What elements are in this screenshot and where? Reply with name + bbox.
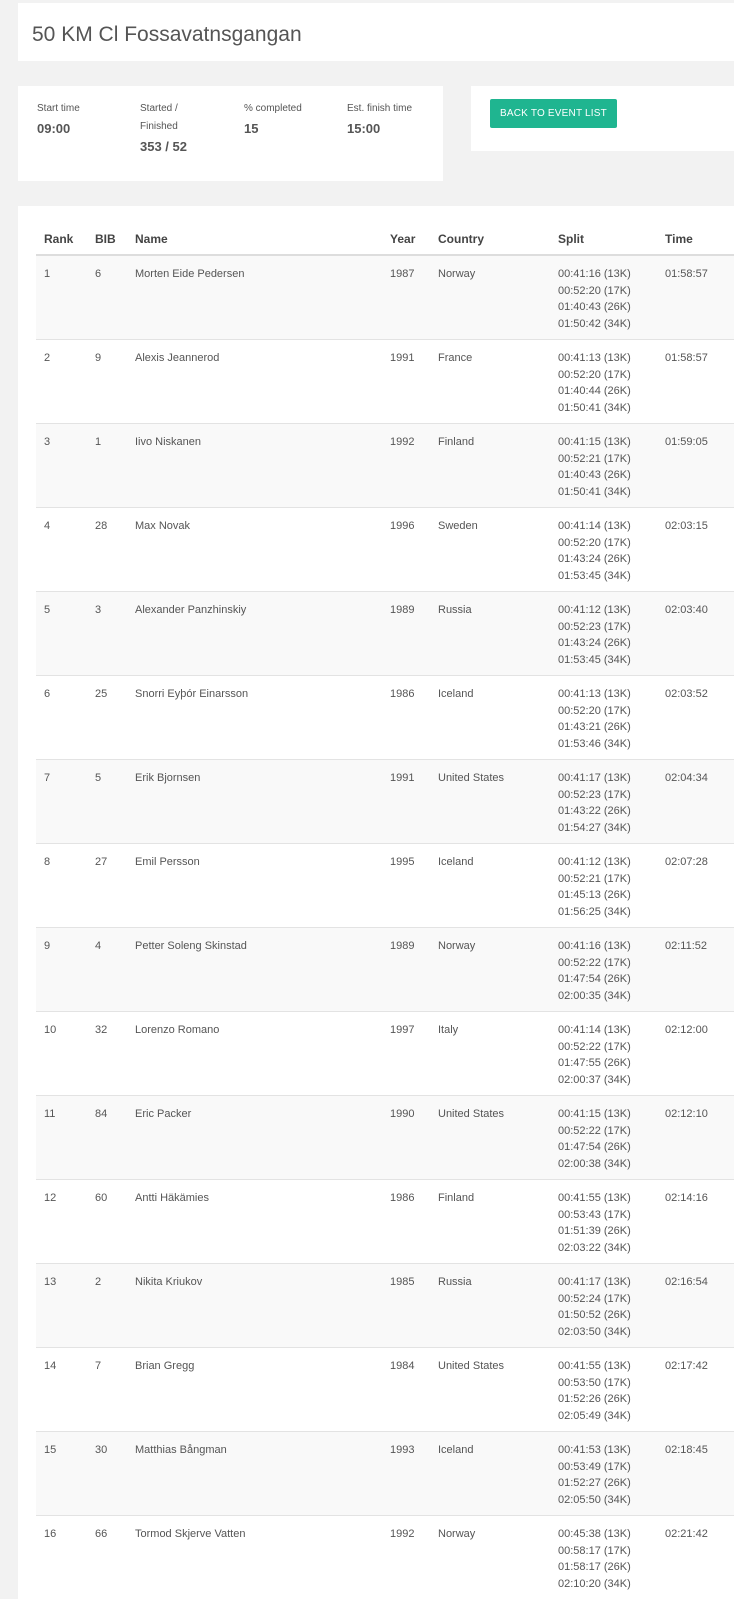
time-cell: 02:03:15 <box>665 508 734 592</box>
split-time: 00:52:23 (17K) <box>558 788 631 801</box>
rank-cell: 2 <box>36 340 95 424</box>
split-time: 01:53:45 (34K) <box>558 653 631 666</box>
split-time: 00:52:20 (17K) <box>558 368 631 381</box>
country-cell: France <box>438 340 558 424</box>
rank-cell: 9 <box>36 928 95 1012</box>
rank-cell: 16 <box>36 1516 95 1599</box>
split-time: 00:52:20 (17K) <box>558 284 631 297</box>
split-cell <box>558 676 665 760</box>
name-cell: Max Novak <box>135 508 390 592</box>
country-cell: Finland <box>438 424 558 508</box>
split-time: 01:43:21 (26K) <box>558 721 631 733</box>
rank-cell: 1 <box>36 255 95 340</box>
bib-cell: 60 <box>95 1180 135 1264</box>
table-row <box>36 592 734 676</box>
split-cell <box>558 1180 665 1264</box>
rank-cell: 6 <box>36 676 95 760</box>
bib-cell: 27 <box>95 844 135 928</box>
split-time: 00:41:16 (13K) <box>558 940 631 952</box>
table-row <box>36 1264 734 1348</box>
table-row <box>36 1180 734 1264</box>
split-cell <box>558 1516 665 1599</box>
rank-cell: 5 <box>36 592 95 676</box>
split-cell <box>558 1348 665 1432</box>
col-year-header: Year <box>390 223 438 255</box>
split-time: 00:41:12 (13K) <box>558 856 631 868</box>
table-row <box>36 508 734 592</box>
split-time: 00:41:14 (13K) <box>558 520 631 532</box>
split-time: 00:52:20 (17K) <box>558 536 631 549</box>
results-table <box>36 223 734 1599</box>
split-time: 02:00:35 (34K) <box>558 989 631 1002</box>
time-cell: 02:17:42 <box>665 1348 734 1432</box>
bib-cell: 6 <box>95 255 135 340</box>
split-cell <box>558 340 665 424</box>
country-cell: Italy <box>438 1012 558 1096</box>
split-time: 00:45:38 (13K) <box>558 1528 631 1540</box>
country-cell: Russia <box>438 1264 558 1348</box>
start-time-label: Start time <box>37 103 80 114</box>
bib-cell: 4 <box>95 928 135 1012</box>
split-time: 01:40:43 (26K) <box>558 469 631 481</box>
name-cell: Brian Gregg <box>135 1348 390 1432</box>
split-time: 01:47:54 (26K) <box>558 1141 631 1153</box>
split-time: 00:52:20 (17K) <box>558 704 631 717</box>
started-finished-value: 353 / 52 <box>140 139 187 154</box>
col-time-header: Time <box>665 223 734 255</box>
year-cell: 1984 <box>390 1348 438 1432</box>
split-time: 00:52:22 (17K) <box>558 1040 631 1053</box>
split-time: 00:52:22 (17K) <box>558 1124 631 1137</box>
split-time: 00:53:43 (17K) <box>558 1208 631 1221</box>
started-finished-label: Started / Finished <box>140 103 178 132</box>
year-cell: 1991 <box>390 760 438 844</box>
country-cell: Russia <box>438 592 558 676</box>
split-time: 01:45:13 (26K) <box>558 889 631 901</box>
split-time: 01:53:46 (34K) <box>558 737 631 750</box>
split-time: 00:52:22 (17K) <box>558 956 631 969</box>
table-row <box>36 1012 734 1096</box>
split-time: 01:56:25 (34K) <box>558 905 631 918</box>
pct-completed-label: % completed <box>244 103 302 114</box>
country-cell: United States <box>438 1096 558 1180</box>
table-row <box>36 928 734 1012</box>
bib-cell: 32 <box>95 1012 135 1096</box>
rank-cell: 12 <box>36 1180 95 1264</box>
split-time: 00:53:50 (17K) <box>558 1376 631 1389</box>
bib-cell: 30 <box>95 1432 135 1516</box>
split-cell <box>558 508 665 592</box>
table-row <box>36 340 734 424</box>
title-card <box>18 3 734 61</box>
name-cell: Iivo Niskanen <box>135 424 390 508</box>
pct-completed-stat <box>244 100 302 138</box>
split-cell <box>558 424 665 508</box>
year-cell: 1989 <box>390 592 438 676</box>
split-time: 01:52:27 (26K) <box>558 1477 631 1489</box>
split-cell <box>558 1432 665 1516</box>
country-cell: United States <box>438 760 558 844</box>
split-cell <box>558 1264 665 1348</box>
name-cell: Antti Häkämies <box>135 1180 390 1264</box>
country-cell: United States <box>438 1348 558 1432</box>
split-time: 01:50:41 (34K) <box>558 401 631 414</box>
time-cell: 02:03:52 <box>665 676 734 760</box>
name-cell: Alexis Jeannerod <box>135 340 390 424</box>
year-cell: 1985 <box>390 1264 438 1348</box>
name-cell: Morten Eide Pedersen <box>135 255 390 340</box>
split-time: 02:05:50 (34K) <box>558 1493 631 1506</box>
split-time: 01:54:27 (34K) <box>558 821 631 834</box>
table-row <box>36 1096 734 1180</box>
split-time: 00:41:55 (13K) <box>558 1360 631 1372</box>
event-info-card <box>18 86 443 181</box>
rank-cell: 4 <box>36 508 95 592</box>
split-time: 01:50:42 (34K) <box>558 317 631 330</box>
split-time: 02:05:49 (34K) <box>558 1409 631 1422</box>
year-cell: 1995 <box>390 844 438 928</box>
table-row <box>36 844 734 928</box>
rank-cell: 11 <box>36 1096 95 1180</box>
split-cell <box>558 592 665 676</box>
table-header-row <box>36 223 734 255</box>
country-cell: Iceland <box>438 844 558 928</box>
year-cell: 1989 <box>390 928 438 1012</box>
split-time: 02:03:50 (34K) <box>558 1325 631 1338</box>
split-time: 01:53:45 (34K) <box>558 569 631 582</box>
bib-cell: 28 <box>95 508 135 592</box>
split-time: 00:53:49 (17K) <box>558 1460 631 1473</box>
split-time: 01:43:24 (26K) <box>558 553 631 565</box>
rank-cell: 8 <box>36 844 95 928</box>
split-time: 00:41:16 (13K) <box>558 268 631 280</box>
results-card <box>18 206 734 1599</box>
table-row <box>36 1516 734 1599</box>
country-cell: Norway <box>438 1516 558 1599</box>
split-time: 01:43:24 (26K) <box>558 637 631 649</box>
time-cell: 02:04:34 <box>665 760 734 844</box>
country-cell: Iceland <box>438 676 558 760</box>
split-time: 01:52:26 (26K) <box>558 1393 631 1405</box>
time-cell: 02:16:54 <box>665 1264 734 1348</box>
country-cell: Finland <box>438 1180 558 1264</box>
bib-cell: 9 <box>95 340 135 424</box>
split-time: 01:47:54 (26K) <box>558 973 631 985</box>
split-cell <box>558 760 665 844</box>
country-cell: Norway <box>438 255 558 340</box>
year-cell: 1996 <box>390 508 438 592</box>
split-time: 02:00:37 (34K) <box>558 1073 631 1086</box>
split-time: 00:52:23 (17K) <box>558 620 631 633</box>
rank-cell: 7 <box>36 760 95 844</box>
name-cell: Eric Packer <box>135 1096 390 1180</box>
rank-cell: 14 <box>36 1348 95 1432</box>
split-time: 01:51:39 (26K) <box>558 1225 631 1237</box>
time-cell: 02:18:45 <box>665 1432 734 1516</box>
col-country-header: Country <box>438 223 558 255</box>
year-cell: 1992 <box>390 1516 438 1599</box>
table-row <box>36 424 734 508</box>
name-cell: Alexander Panzhinskiy <box>135 592 390 676</box>
split-time: 02:03:22 (34K) <box>558 1241 631 1254</box>
split-time: 01:43:22 (26K) <box>558 805 631 817</box>
year-cell: 1986 <box>390 1180 438 1264</box>
split-time: 00:52:24 (17K) <box>558 1292 631 1305</box>
year-cell: 1992 <box>390 424 438 508</box>
name-cell: Snorri Eyþór Einarsson <box>135 676 390 760</box>
start-time-stat <box>37 100 80 138</box>
time-cell: 02:12:00 <box>665 1012 734 1096</box>
split-cell <box>558 1012 665 1096</box>
split-time: 01:58:17 (26K) <box>558 1561 631 1573</box>
split-cell <box>558 844 665 928</box>
col-bib-header: BIB <box>95 223 135 255</box>
name-cell: Petter Soleng Skinstad <box>135 928 390 1012</box>
time-cell: 01:58:57 <box>665 255 734 340</box>
col-split-header: Split <box>558 223 665 255</box>
split-time: 00:41:13 (13K) <box>558 688 631 700</box>
split-time: 02:10:20 (34K) <box>558 1577 631 1590</box>
time-cell: 02:07:28 <box>665 844 734 928</box>
split-time: 00:41:12 (13K) <box>558 604 631 616</box>
year-cell: 1993 <box>390 1432 438 1516</box>
back-to-event-list-button[interactable]: BACK TO EVENT LIST <box>490 99 617 128</box>
bib-cell: 3 <box>95 592 135 676</box>
name-cell: Nikita Kriukov <box>135 1264 390 1348</box>
bib-cell: 84 <box>95 1096 135 1180</box>
split-time: 00:41:17 (13K) <box>558 1276 631 1288</box>
est-finish-stat <box>347 100 412 138</box>
bib-cell: 1 <box>95 424 135 508</box>
bib-cell: 66 <box>95 1516 135 1599</box>
rank-cell: 10 <box>36 1012 95 1096</box>
split-time: 01:40:43 (26K) <box>558 301 631 313</box>
time-cell: 02:03:40 <box>665 592 734 676</box>
split-time: 00:58:17 (17K) <box>558 1544 631 1557</box>
rank-cell: 13 <box>36 1264 95 1348</box>
split-time: 00:41:53 (13K) <box>558 1444 631 1456</box>
split-time: 00:41:13 (13K) <box>558 352 631 364</box>
rank-cell: 3 <box>36 424 95 508</box>
year-cell: 1986 <box>390 676 438 760</box>
col-rank-header: Rank <box>36 223 95 255</box>
year-cell: 1997 <box>390 1012 438 1096</box>
start-time-value: 09:00 <box>37 121 71 136</box>
name-cell: Tormod Skjerve Vatten <box>135 1516 390 1599</box>
split-time: 02:00:38 (34K) <box>558 1157 631 1170</box>
split-time: 00:41:55 (13K) <box>558 1192 631 1204</box>
bib-cell: 25 <box>95 676 135 760</box>
name-cell: Lorenzo Romano <box>135 1012 390 1096</box>
bib-cell: 5 <box>95 760 135 844</box>
time-cell: 02:14:16 <box>665 1180 734 1264</box>
pct-completed-value: 15 <box>244 121 259 136</box>
results-body <box>36 255 734 1599</box>
country-cell: Iceland <box>438 1432 558 1516</box>
bib-cell: 2 <box>95 1264 135 1348</box>
split-time: 01:40:44 (26K) <box>558 385 631 397</box>
time-cell: 01:58:57 <box>665 340 734 424</box>
split-time: 00:41:17 (13K) <box>558 772 631 784</box>
bib-cell: 7 <box>95 1348 135 1432</box>
rank-cell: 15 <box>36 1432 95 1516</box>
country-cell: Norway <box>438 928 558 1012</box>
action-card <box>471 86 734 151</box>
split-cell <box>558 928 665 1012</box>
split-time: 01:47:55 (26K) <box>558 1057 631 1069</box>
year-cell: 1990 <box>390 1096 438 1180</box>
split-time: 00:41:15 (13K) <box>558 436 631 448</box>
table-row <box>36 255 734 340</box>
split-time: 01:50:52 (26K) <box>558 1309 631 1321</box>
split-time: 00:52:21 (17K) <box>558 872 631 885</box>
name-cell: Emil Persson <box>135 844 390 928</box>
table-row <box>36 760 734 844</box>
est-finish-value: 15:00 <box>347 121 381 136</box>
col-name-header: Name <box>135 223 390 255</box>
name-cell: Matthias Bångman <box>135 1432 390 1516</box>
year-cell: 1987 <box>390 255 438 340</box>
split-cell <box>558 1096 665 1180</box>
split-time: 00:41:15 (13K) <box>558 1108 631 1120</box>
split-time: 00:52:21 (17K) <box>558 452 631 465</box>
started-finished-stat <box>140 100 200 156</box>
split-time: 00:41:14 (13K) <box>558 1024 631 1036</box>
name-cell: Erik Bjornsen <box>135 760 390 844</box>
time-cell: 02:12:10 <box>665 1096 734 1180</box>
time-cell: 02:21:42 <box>665 1516 734 1599</box>
table-row <box>36 1348 734 1432</box>
page-title: 50 KM Cl Fossavatnsgangan <box>32 23 302 46</box>
est-finish-label: Est. finish time <box>347 103 413 114</box>
country-cell: Sweden <box>438 508 558 592</box>
split-time: 01:50:41 (34K) <box>558 485 631 498</box>
time-cell: 01:59:05 <box>665 424 734 508</box>
split-cell <box>558 255 665 340</box>
time-cell: 02:11:52 <box>665 928 734 1012</box>
year-cell: 1991 <box>390 340 438 424</box>
table-row <box>36 676 734 760</box>
table-row <box>36 1432 734 1516</box>
